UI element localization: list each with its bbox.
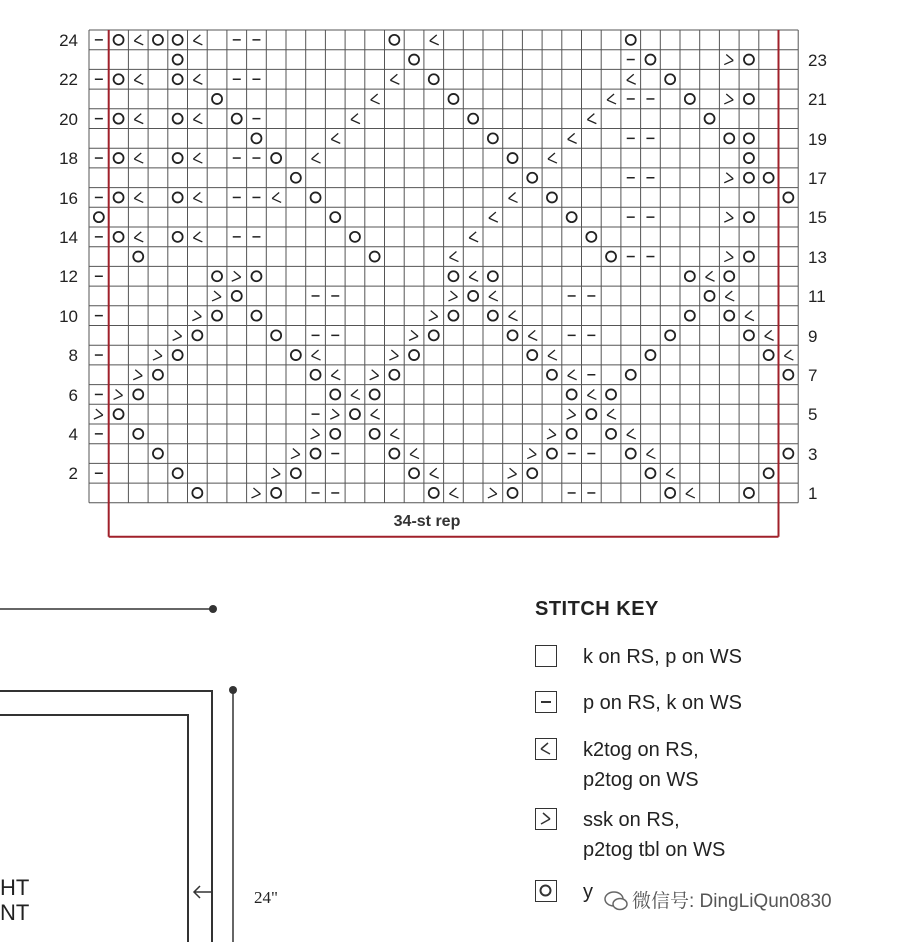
k2tog-mark — [725, 291, 734, 301]
yo-mark — [153, 370, 163, 380]
yo-mark — [606, 252, 616, 262]
yo-mark — [350, 232, 360, 242]
row-number-right: 13 — [808, 247, 827, 267]
yo-mark — [153, 449, 163, 459]
yo-mark — [508, 330, 518, 340]
k2tog-mark — [509, 192, 518, 202]
yo-mark — [626, 35, 636, 45]
yo-mark — [586, 409, 596, 419]
yo-mark — [567, 389, 577, 399]
yo-mark — [626, 370, 636, 380]
k2tog-mark — [272, 192, 281, 202]
yo-mark — [409, 55, 419, 65]
k2tog-mark — [509, 311, 518, 321]
yo-mark — [764, 350, 774, 360]
yo-mark — [173, 192, 183, 202]
watermark: 微信号: DingLiQun0830 — [632, 891, 832, 912]
row-number-left: 2 — [68, 464, 78, 484]
row-number-right: 19 — [808, 129, 827, 149]
yo-mark — [153, 35, 163, 45]
k2tog-mark — [430, 35, 439, 45]
k2tog-mark — [666, 468, 675, 478]
k2tog-mark — [528, 330, 537, 340]
row-number-left: 18 — [59, 149, 78, 169]
yo-mark — [173, 55, 183, 65]
yo-mark — [724, 311, 734, 321]
yo-mark — [744, 212, 754, 222]
schematic-label-line2: NT — [0, 900, 30, 925]
k2tog-mark — [193, 114, 202, 124]
k2tog-mark — [548, 350, 557, 360]
k2tog-mark — [784, 350, 793, 360]
yo-mark — [370, 389, 380, 399]
yo-mark — [685, 271, 695, 281]
ssk-mark — [212, 291, 221, 301]
yo-mark — [547, 370, 557, 380]
repeat-label: 34-st rep — [372, 513, 482, 531]
yo-mark — [567, 429, 577, 439]
row-number-left: 14 — [59, 228, 78, 247]
yo-mark — [173, 35, 183, 45]
k2tog-mark — [686, 488, 695, 498]
yo-mark — [626, 449, 636, 459]
yo-mark — [114, 409, 124, 419]
yo-mark — [744, 488, 754, 498]
row-number-right: 17 — [808, 168, 827, 188]
purl-symbol-icon — [535, 691, 557, 713]
k2tog-mark — [390, 74, 399, 84]
yo-mark — [705, 291, 715, 301]
key-ssk-line1: ssk on RS, — [583, 809, 680, 831]
ssk-mark — [330, 409, 339, 419]
k2tog-mark — [489, 212, 498, 222]
row-number-right: 11 — [808, 287, 826, 307]
stitch-key-title: STITCH KEY — [535, 598, 659, 620]
yo-mark — [724, 133, 734, 143]
wechat-icon — [604, 890, 628, 912]
yo-mark — [606, 429, 616, 439]
ssk-mark — [153, 350, 162, 360]
yo-mark — [645, 350, 655, 360]
yo-mark — [173, 232, 183, 242]
yo-mark — [448, 311, 458, 321]
yo-mark — [212, 94, 222, 104]
yo-mark — [133, 429, 143, 439]
k2tog-mark — [607, 94, 616, 104]
k2tog-mark — [745, 311, 754, 321]
yo-mark — [114, 153, 124, 163]
ssk-mark — [94, 409, 103, 419]
k2tog-mark — [331, 370, 340, 380]
k2tog-mark — [134, 114, 143, 124]
k2tog-mark — [312, 350, 321, 360]
key-purl-label: p on RS, k on WS — [583, 692, 742, 714]
yo-mark — [291, 173, 301, 183]
yo-mark — [271, 488, 281, 498]
k2tog-mark — [351, 389, 360, 399]
k2tog-mark — [410, 449, 419, 459]
k2tog-mark — [134, 192, 143, 202]
key-k2tog-line2: p2tog on WS — [583, 769, 699, 791]
yo-mark — [567, 212, 577, 222]
yo-mark — [527, 173, 537, 183]
yo-mark — [764, 468, 774, 478]
yo-mark — [409, 468, 419, 478]
ssk-mark — [311, 429, 320, 439]
yo-mark — [488, 133, 498, 143]
yo-mark — [271, 153, 281, 163]
yo-mark — [488, 311, 498, 321]
ssk-mark — [173, 330, 182, 340]
k2tog-mark — [430, 468, 439, 478]
row-number-right: 3 — [808, 444, 818, 464]
row-number-right: 21 — [808, 90, 827, 110]
yo-mark — [744, 173, 754, 183]
yo-mark — [665, 74, 675, 84]
ssk-mark — [547, 429, 556, 439]
row-number-right: 7 — [808, 365, 818, 385]
yo-mark — [291, 468, 301, 478]
ssk-mark — [527, 449, 536, 459]
key-yo-label: y — [583, 881, 593, 903]
k2tog-mark — [646, 449, 655, 459]
row-number-right: 15 — [808, 208, 827, 228]
yo-mark — [488, 271, 498, 281]
k2tog-mark — [489, 291, 498, 301]
yo-mark — [114, 232, 124, 242]
k2tog-symbol-icon — [535, 738, 557, 760]
yo-mark — [192, 330, 202, 340]
yo-mark — [271, 330, 281, 340]
yo-mark — [251, 311, 261, 321]
yo-mark — [468, 114, 478, 124]
yo-mark — [744, 153, 754, 163]
ssk-mark — [567, 409, 576, 419]
yo-mark — [705, 114, 715, 124]
row-number-right: 9 — [808, 326, 818, 346]
yo-mark — [724, 271, 734, 281]
yo-mark — [547, 192, 557, 202]
ssk-symbol-icon — [535, 808, 557, 830]
k2tog-mark — [371, 94, 380, 104]
k2tog-mark — [312, 153, 321, 163]
k2tog-mark — [706, 271, 715, 281]
yo-mark — [114, 74, 124, 84]
knit-symbol-icon — [535, 645, 557, 667]
yo-mark — [429, 330, 439, 340]
yo-mark — [744, 55, 754, 65]
yo-symbol-icon — [535, 880, 557, 902]
yo-mark — [94, 212, 104, 222]
k2tog-mark — [331, 133, 340, 143]
yo-mark — [389, 449, 399, 459]
key-knit-label: k on RS, p on WS — [583, 646, 742, 668]
ssk-mark — [389, 350, 398, 360]
ssk-mark — [724, 94, 733, 104]
yo-mark — [508, 488, 518, 498]
schematic-label-line1: HT — [0, 875, 30, 900]
yo-mark — [429, 488, 439, 498]
yo-mark — [783, 192, 793, 202]
yo-mark — [251, 133, 261, 143]
yo-mark — [527, 350, 537, 360]
yo-mark — [370, 252, 380, 262]
k2tog-mark — [134, 232, 143, 242]
yo-mark — [114, 114, 124, 124]
yo-mark — [212, 271, 222, 281]
yo-mark — [173, 153, 183, 163]
k2tog-mark — [193, 232, 202, 242]
k2tog-mark — [765, 330, 774, 340]
yo-mark — [685, 311, 695, 321]
k2tog-mark — [548, 153, 557, 163]
ssk-mark — [271, 468, 280, 478]
yo-mark — [665, 488, 675, 498]
k2tog-mark — [568, 133, 577, 143]
yo-mark — [429, 74, 439, 84]
yo-mark — [311, 449, 321, 459]
yo-mark — [232, 291, 242, 301]
k2tog-mark — [134, 153, 143, 163]
ssk-mark — [370, 370, 379, 380]
yo-mark — [389, 35, 399, 45]
yo-mark — [370, 429, 380, 439]
yo-mark — [744, 133, 754, 143]
k2tog-mark — [390, 429, 399, 439]
row-number-left: 4 — [68, 425, 78, 444]
ssk-mark — [291, 449, 300, 459]
ssk-mark — [448, 291, 457, 301]
k2tog-mark — [193, 35, 202, 45]
k2tog-mark — [134, 35, 143, 45]
row-number-left: 12 — [59, 267, 78, 287]
k2tog-mark — [193, 74, 202, 84]
yo-mark — [409, 350, 419, 360]
yo-mark — [744, 330, 754, 340]
row-number-left: 22 — [59, 70, 78, 90]
yo-mark — [192, 488, 202, 498]
k2tog-mark — [449, 488, 458, 498]
row-number-right: 5 — [808, 405, 818, 425]
k2tog-mark — [134, 74, 143, 84]
yo-mark — [311, 192, 321, 202]
row-number-right: 1 — [808, 484, 818, 504]
row-number-left: 6 — [68, 385, 78, 405]
k2tog-mark — [568, 370, 577, 380]
yo-mark — [173, 74, 183, 84]
yo-mark — [133, 252, 143, 262]
yo-mark — [232, 114, 242, 124]
yo-mark — [173, 114, 183, 124]
yo-mark — [330, 389, 340, 399]
yo-mark — [527, 468, 537, 478]
k2tog-mark — [469, 271, 478, 281]
ssk-mark — [724, 173, 733, 183]
yo-mark — [133, 389, 143, 399]
row-number-left: 20 — [59, 109, 78, 129]
ssk-mark — [409, 330, 418, 340]
yo-mark — [330, 212, 340, 222]
k2tog-mark — [587, 389, 596, 399]
key-k2tog-line1: k2tog on RS, — [583, 739, 699, 761]
ssk-mark — [724, 252, 733, 262]
yo-mark — [744, 94, 754, 104]
yo-mark — [114, 192, 124, 202]
k2tog-mark — [449, 252, 458, 262]
row-number-left: 16 — [59, 188, 78, 208]
ssk-mark — [251, 488, 260, 498]
yo-mark — [389, 370, 399, 380]
yo-mark — [586, 232, 596, 242]
yo-mark — [350, 409, 360, 419]
yo-mark — [685, 94, 695, 104]
k2tog-mark — [607, 409, 616, 419]
yo-mark — [291, 350, 301, 360]
ssk-mark — [114, 389, 123, 399]
yo-mark — [665, 330, 675, 340]
yo-mark — [114, 35, 124, 45]
ssk-mark — [488, 488, 497, 498]
yo-mark — [251, 271, 261, 281]
yo-mark — [606, 389, 616, 399]
k2tog-mark — [587, 114, 596, 124]
yo-mark — [468, 291, 478, 301]
k2tog-mark — [371, 409, 380, 419]
yo-mark — [212, 311, 222, 321]
k2tog-mark — [627, 74, 636, 84]
ssk-mark — [508, 468, 517, 478]
row-number-left: 10 — [59, 306, 78, 326]
k2tog-mark — [351, 114, 360, 124]
row-number-left: 24 — [59, 31, 78, 50]
ssk-mark — [232, 271, 241, 281]
yo-mark — [173, 468, 183, 478]
k2tog-mark — [193, 192, 202, 202]
row-number-left: 8 — [68, 346, 78, 366]
k2tog-mark — [627, 429, 636, 439]
yo-mark — [173, 350, 183, 360]
row-number-right: 23 — [808, 50, 827, 70]
key-ssk-line2: p2tog tbl on WS — [583, 839, 726, 861]
schematic-dimension: 24" — [254, 888, 278, 907]
yo-mark — [330, 429, 340, 439]
ssk-mark — [192, 311, 201, 321]
yo-mark — [645, 55, 655, 65]
yo-mark — [508, 153, 518, 163]
ssk-mark — [429, 311, 438, 321]
yo-mark — [764, 173, 774, 183]
yo-mark — [783, 449, 793, 459]
yo-mark — [783, 370, 793, 380]
yo-mark — [744, 252, 754, 262]
ssk-mark — [724, 212, 733, 222]
yo-mark — [448, 271, 458, 281]
yo-mark — [311, 370, 321, 380]
ssk-mark — [133, 370, 142, 380]
k2tog-mark — [193, 153, 202, 163]
ssk-mark — [724, 55, 733, 65]
yo-mark — [547, 449, 557, 459]
k2tog-mark — [469, 232, 478, 242]
yo-mark — [645, 468, 655, 478]
yo-mark — [448, 94, 458, 104]
